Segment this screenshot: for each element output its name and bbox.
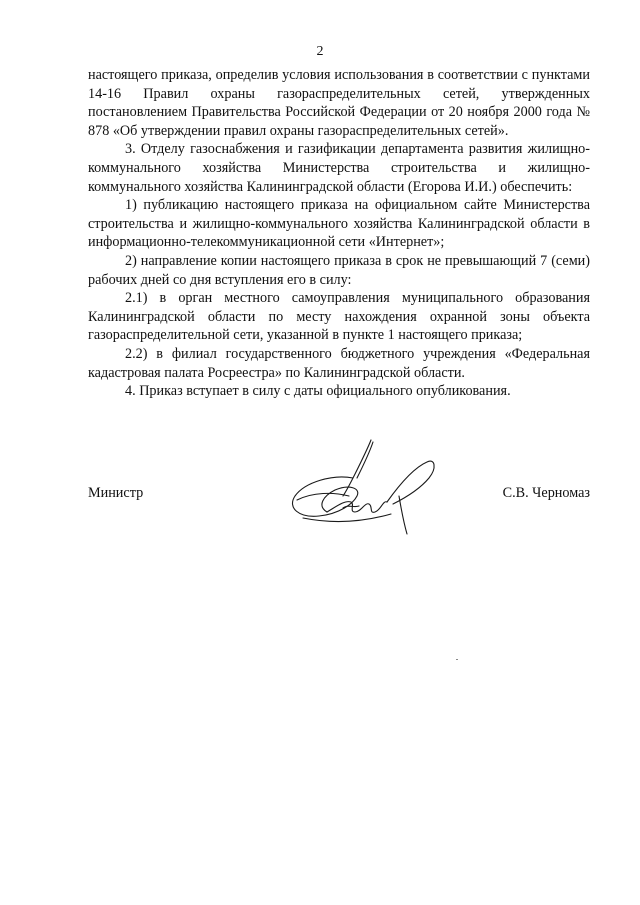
signatory-title: Министр: [88, 485, 144, 501]
handwritten-signature-icon: [283, 438, 443, 538]
paragraph-item-3-2-2: 2.2) в филиал государственного бюджетного учреждения «Федеральная кадастровая палата Росреестра» по Калининградской области.: [88, 345, 590, 381]
scan-speck: [456, 659, 458, 660]
paragraph-item-3-2: 2) направление копии настоящего приказа в срок не превышающий 7 (семи) рабочих дней со дня вступления его в силу:: [88, 252, 590, 288]
paragraph-item-4: 4. Приказ вступает в силу с даты официального опубликования.: [125, 383, 511, 400]
paragraph-continuation: настоящего приказа, определив условия использования в соответствии с пунктами 14-16 Правил охраны газораспределительных сетей, утвержденных постановлением Правительства Российской Федерации от 20 ноября 2000 года № 878 «Об утверждении правил охраны газораспределительных сетей».: [88, 67, 590, 139]
signature-block: [88, 478, 590, 538]
paragraph-item-3-1: 1) публикацию настоящего приказа на официальном сайте Министерства строительства и жилищно-коммунального хозяйства Калининградской области в информационно-телекоммуникационной сети «Интернет»;: [88, 197, 590, 251]
document-body: [88, 66, 590, 401]
paragraph-item-3: 3. Отделу газоснабжения и газификации департамента развития жилищно-коммунального хозяйства Министерства строительства и жилищно-коммунального хозяйства Калининградской области (Егорова И.И.) обеспечить:: [88, 141, 590, 195]
paragraph-item-3-2-1: 2.1) в орган местного самоуправления муниципального образования Калининградской области по месту нахождения охранной зоны объекта газораспределительной сети, указанной в пункте 1 настоящего приказа;: [88, 290, 590, 344]
page-number: 2: [316, 44, 324, 59]
signatory-name: С.В. Черномаз: [502, 485, 590, 501]
